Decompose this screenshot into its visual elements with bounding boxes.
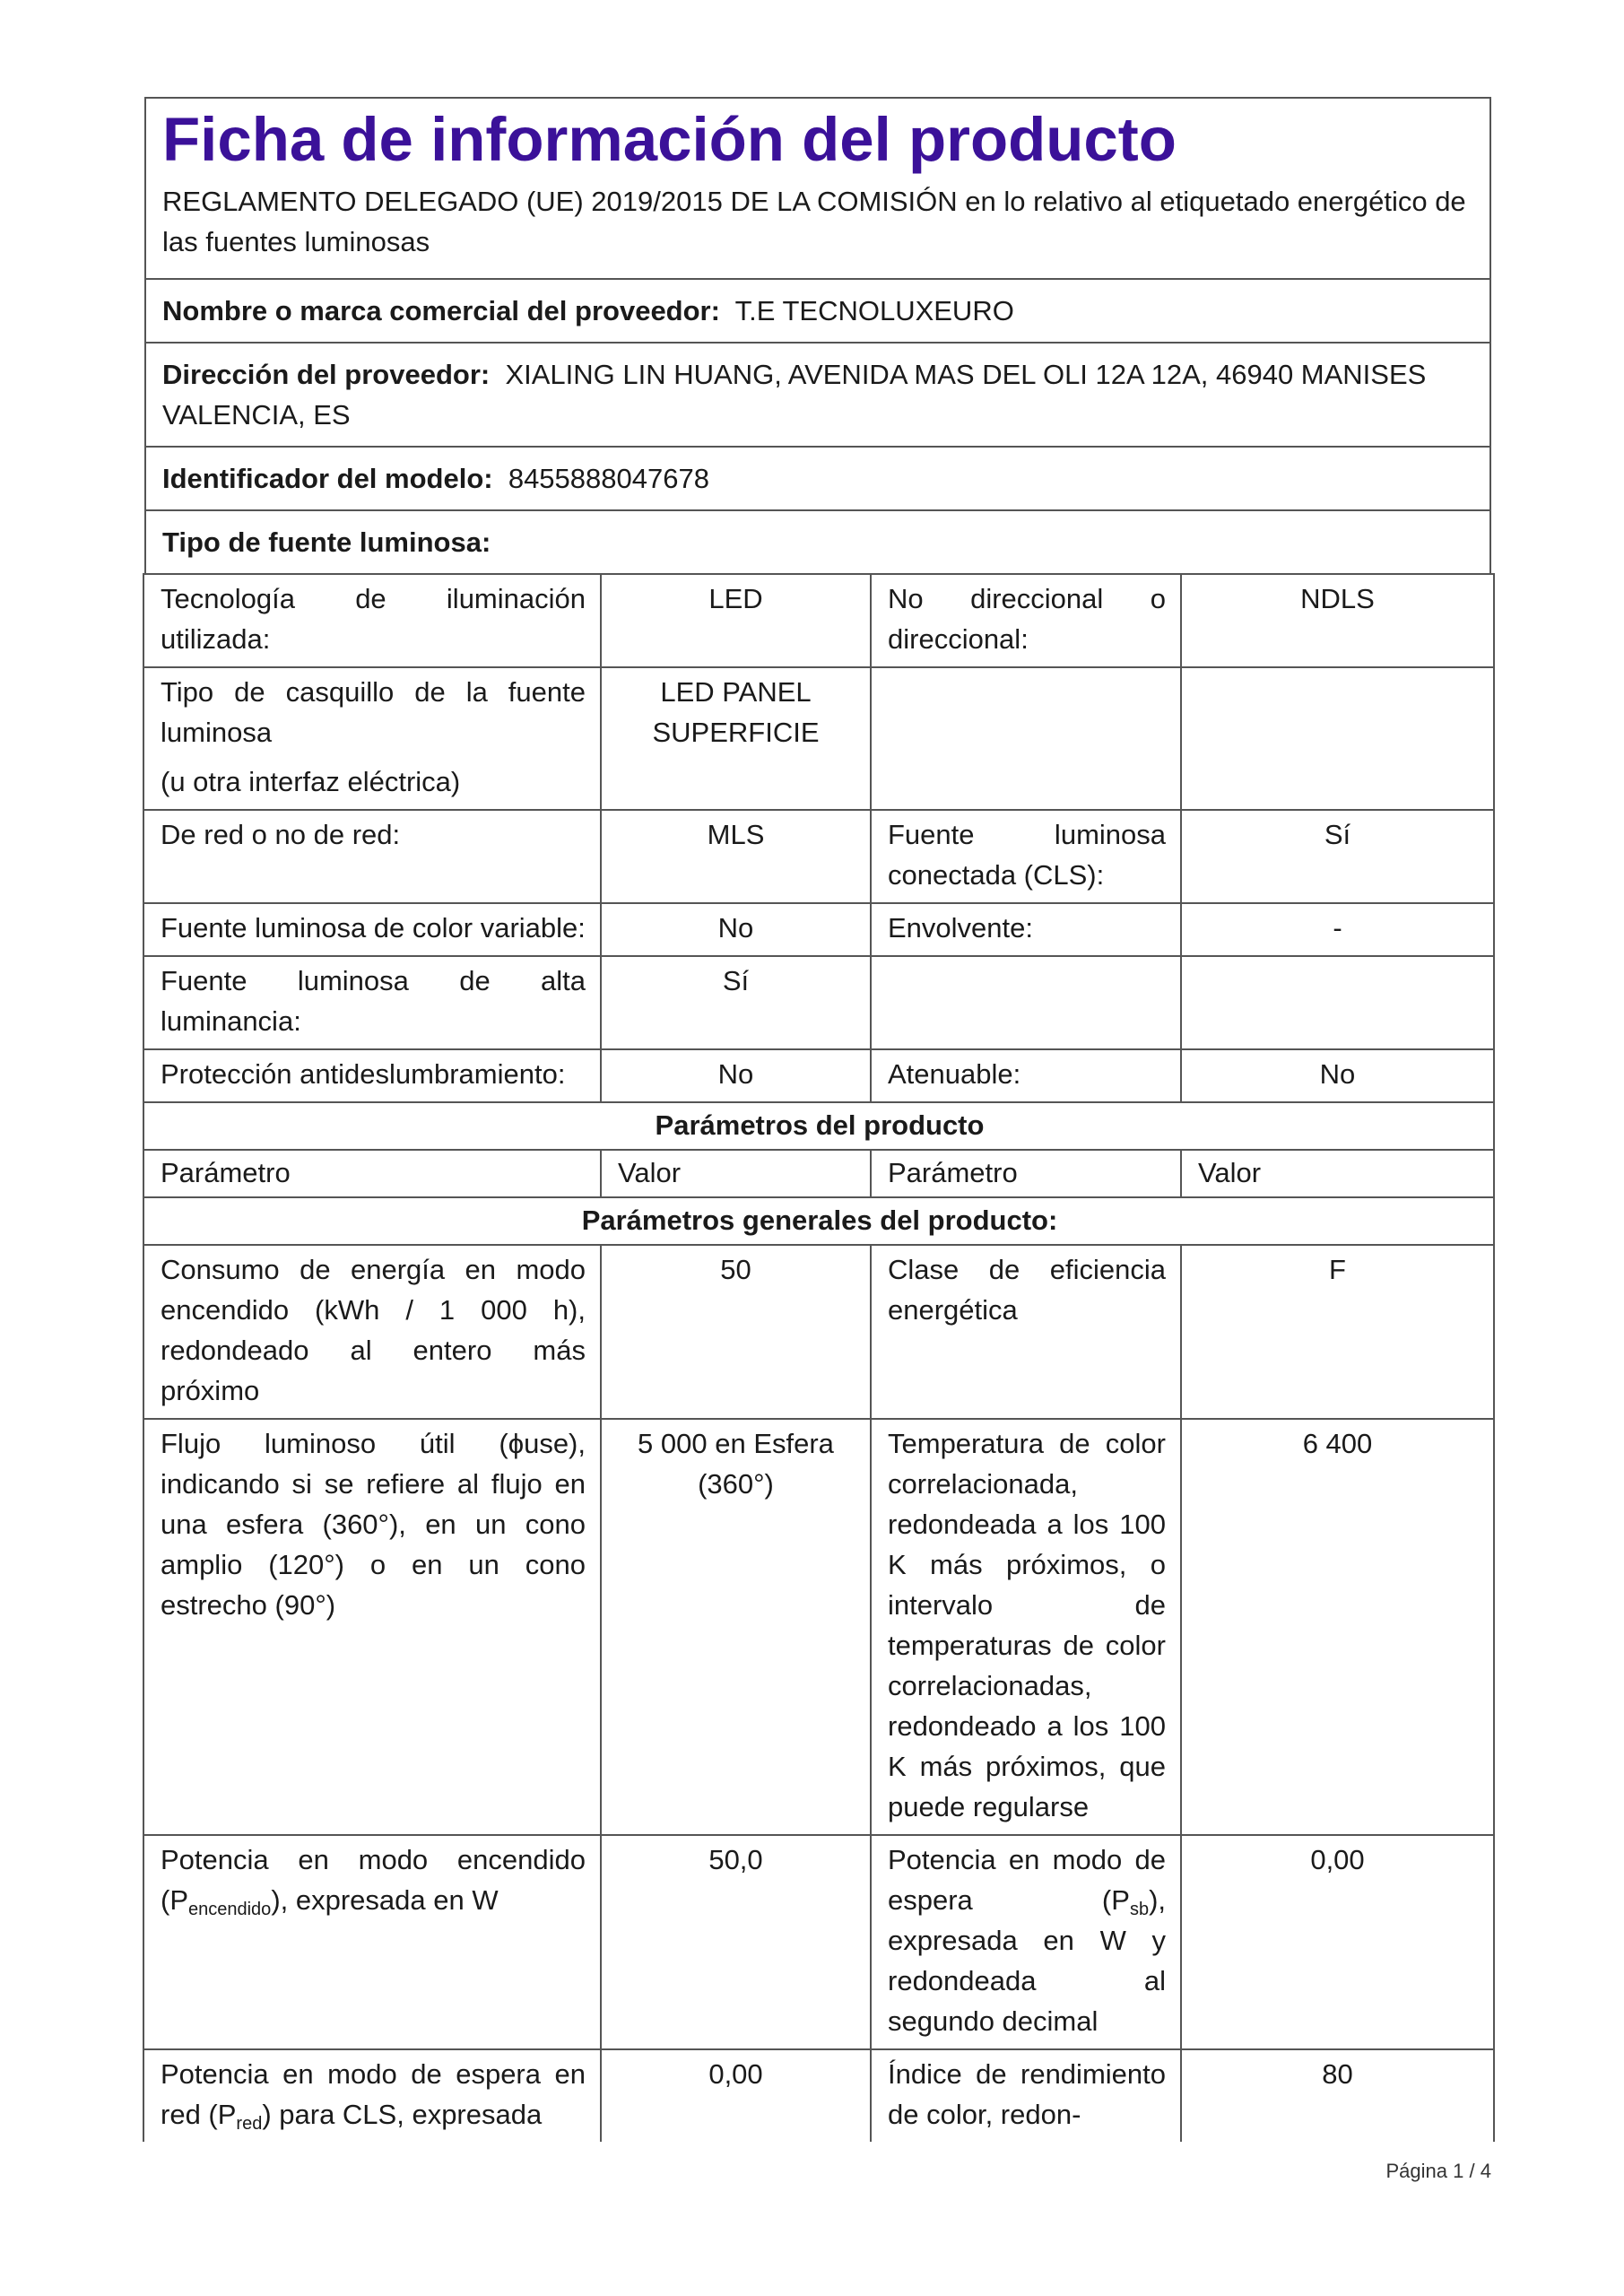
param-label: Protección antideslumbramiento: (143, 1049, 601, 1102)
model-identifier-row (146, 446, 1489, 509)
model-identifier-value: 8455888047678 (508, 463, 709, 494)
column-header-parameter: Parámetro (871, 1150, 1181, 1197)
param-label (143, 1835, 601, 2049)
param-label: No direccional o direccional: (871, 574, 1181, 667)
label-subscript: red (236, 2114, 263, 2134)
param-value: F (1181, 1245, 1494, 1419)
page-number (1385, 2160, 1491, 2183)
param-label: Fuente luminosa de alta luminancia: (143, 956, 601, 1049)
sheet-frame (144, 97, 1491, 573)
light-source-type-row (146, 509, 1489, 573)
product-parameters-heading: Parámetros del producto (143, 1102, 1494, 1150)
supplier-address-label: Dirección del proveedor: (162, 359, 491, 390)
label-text: Potencia en modo encendido (P (161, 1844, 586, 1916)
param-value: - (1181, 903, 1494, 956)
param-label: Consumo de energía en modo encendido (kWh / 1 000 h), redondeado al entero más próximo (143, 1245, 601, 1419)
param-value: MLS (601, 810, 871, 903)
param-value: No (601, 1049, 871, 1102)
product-table (143, 573, 1495, 2142)
param-label: Clase de eficiencia energética (871, 1245, 1181, 1419)
table-row (143, 1835, 1494, 2049)
param-value: Sí (601, 956, 871, 1049)
column-header-row (143, 1150, 1494, 1197)
param-value: 5 000 en Esfera (360°) (601, 1419, 871, 1835)
param-label: Atenuable: (871, 1049, 1181, 1102)
param-label (871, 1835, 1181, 2049)
label-text: ), expresada en W (271, 1884, 499, 1916)
supplier-name-row (146, 278, 1489, 342)
param-value: LED (601, 574, 871, 667)
label-text: ), expresada en W y redondeada al segundo decimal (888, 1884, 1166, 2037)
param-label (143, 2049, 601, 2142)
table-row (143, 1245, 1494, 1419)
param-label (871, 956, 1181, 1049)
supplier-name-label: Nombre o marca comercial del proveedor: (162, 295, 720, 326)
column-header-parameter: Parámetro (143, 1150, 601, 1197)
param-value: 80 (1181, 2049, 1494, 2142)
supplier-address-row (146, 342, 1489, 446)
label-text: Potencia en modo de espera (P (888, 1844, 1166, 1916)
param-value: No (1181, 1049, 1494, 1102)
param-value (1181, 956, 1494, 1049)
param-label (143, 667, 601, 810)
table-row (143, 903, 1494, 956)
cap-type-note: (u otra interfaz eléctrica) (161, 766, 461, 797)
param-label (871, 667, 1181, 810)
column-header-value: Valor (1181, 1150, 1494, 1197)
table-row (143, 667, 1494, 810)
param-label: Envolvente: (871, 903, 1181, 956)
label-text: ) para CLS, expresada (262, 2099, 543, 2130)
page-label: Página (1385, 2160, 1447, 2182)
param-value: 6 400 (1181, 1419, 1494, 1835)
product-information-sheet (144, 97, 1491, 2142)
label-text: Potencia en modo de espera en red (P (161, 2058, 586, 2130)
param-value: 50 (601, 1245, 871, 1419)
page-total: 4 (1480, 2160, 1491, 2182)
param-label: Flujo luminoso útil (ϕuse), indicando si se refiere al flujo en una esfera (360°), en un cono amplio (120°) o en un cono estrecho (90°) (143, 1419, 601, 1835)
general-parameters-heading: Parámetros generales del producto: (143, 1197, 1494, 1245)
param-label: Fuente luminosa conectada (CLS): (871, 810, 1181, 903)
table-row (143, 956, 1494, 1049)
param-value: NDLS (1181, 574, 1494, 667)
param-label: De red o no de red: (143, 810, 601, 903)
table-row (143, 574, 1494, 667)
param-value: 50,0 (601, 1835, 871, 2049)
table-row (143, 810, 1494, 903)
param-value: 0,00 (1181, 1835, 1494, 2049)
param-value: 0,00 (601, 2049, 871, 2142)
page-separator: / (1469, 2160, 1475, 2182)
param-label: Temperatura de color correlacionada, redondeada a los 100 K más próximos, o intervalo de temperaturas de color correlacionadas, redondeado a los 100 K más próximos, que puede regularse (871, 1419, 1181, 1835)
supplier-name-value: T.E TECNOLUXEURO (734, 295, 1014, 326)
cap-type-label: Tipo de casquillo de la fuente luminosa (161, 676, 586, 748)
section-header-row (143, 1197, 1494, 1245)
light-source-type-label: Tipo de fuente luminosa: (162, 526, 491, 558)
param-value: Sí (1181, 810, 1494, 903)
param-value: LED PANEL SUPERFICIE (601, 667, 871, 810)
param-label: Fuente luminosa de color variable: (143, 903, 601, 956)
label-subscript: encendido (188, 1900, 272, 1919)
supplier-address-value: XIALING LIN HUANG, AVENIDA MAS DEL OLI 12A 12A, 46940 MANISES VALENCIA, ES (162, 359, 1427, 430)
column-header-value: Valor (601, 1150, 871, 1197)
model-identifier-label: Identificador del modelo: (162, 463, 493, 494)
param-label: Tecnología de iluminación utilizada: (143, 574, 601, 667)
regulation-subtitle: REGLAMENTO DELEGADO (UE) 2019/2015 DE LA COMISIÓN en lo relativo al etiquetado energético de las fuentes luminosas (162, 186, 1466, 257)
table-row (143, 1419, 1494, 1835)
table-row (143, 2049, 1494, 2142)
param-value: No (601, 903, 871, 956)
page-current: 1 (1453, 2160, 1464, 2182)
table-row (143, 1049, 1494, 1102)
page-title: Ficha de información del producto (162, 105, 1177, 174)
section-header-row (143, 1102, 1494, 1150)
param-label: Índice de rendimiento de color, redon- (871, 2049, 1181, 2142)
label-subscript: sb (1129, 1900, 1150, 1919)
param-value (1181, 667, 1494, 810)
